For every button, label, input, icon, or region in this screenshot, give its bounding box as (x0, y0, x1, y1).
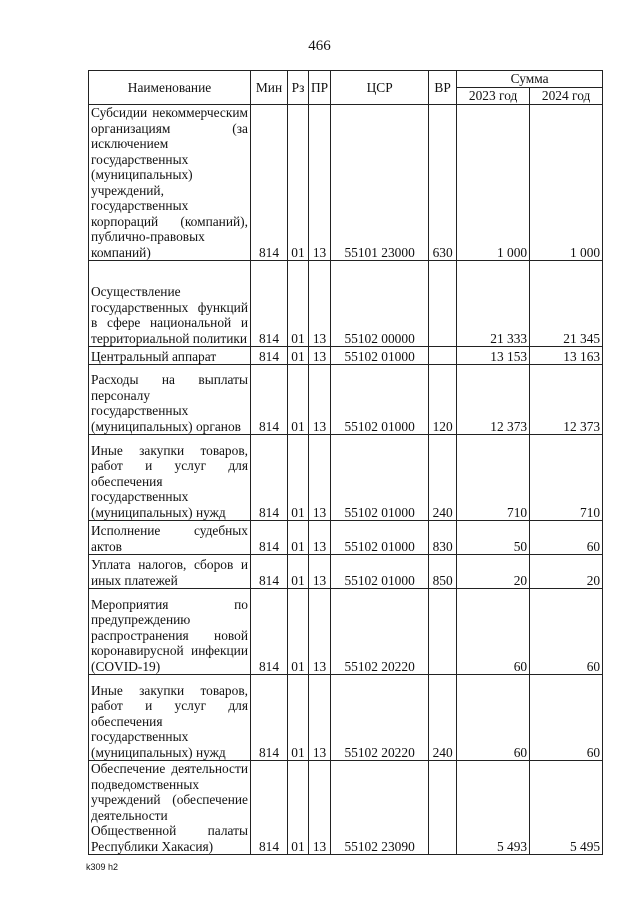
document-code: k309 h2 (86, 862, 119, 872)
row-pr: 13 (309, 435, 331, 521)
table-row (89, 761, 603, 855)
header-year-2023: 2023 год (457, 88, 530, 105)
row-amount-2023: 12 373 (457, 365, 530, 435)
row-name: Расходы на выплаты персоналу государственных (муниципальных) органов (89, 365, 251, 435)
row-amount-2023: 60 (457, 675, 530, 761)
row-csr: 55102 01000 (331, 365, 429, 435)
row-csr: 55102 23090 (331, 761, 429, 855)
row-amount-2023: 60 (457, 589, 530, 675)
table-row (89, 521, 603, 555)
row-rz: 01 (288, 761, 309, 855)
row-rz: 01 (288, 347, 309, 365)
row-min: 814 (251, 347, 288, 365)
row-rz: 01 (288, 435, 309, 521)
row-vr: 830 (429, 521, 457, 555)
row-name: Обеспечение деятельности подведомственных учреждений (обеспечение деятельности Общественной палаты Республики Хакасия) (89, 761, 251, 855)
row-csr: 55102 20220 (331, 675, 429, 761)
header-year-2024: 2024 год (530, 88, 603, 105)
row-name: Исполнение судебных актов (89, 521, 251, 555)
row-csr: 55102 01000 (331, 347, 429, 365)
row-name: Иные закупки товаров, работ и услуг для обеспечения государственных (муниципальных) нужд (89, 435, 251, 521)
row-pr: 13 (309, 105, 331, 261)
row-amount-2023: 1 000 (457, 105, 530, 261)
row-min: 814 (251, 365, 288, 435)
table-header (89, 71, 603, 105)
row-amount-2023: 13 153 (457, 347, 530, 365)
row-rz: 01 (288, 555, 309, 589)
row-vr: 240 (429, 435, 457, 521)
row-vr: 630 (429, 105, 457, 261)
row-name: Субсидии некоммерческим организациям (за исключением государственных (муниципальных) учреждений, государственных корпораций (компаний), публично-правовых компаний) (89, 105, 251, 261)
row-pr: 13 (309, 365, 331, 435)
row-vr: 240 (429, 675, 457, 761)
row-amount-2023: 20 (457, 555, 530, 589)
row-amount-2024: 710 (530, 435, 603, 521)
row-vr (429, 347, 457, 365)
row-vr (429, 761, 457, 855)
table-row (89, 365, 603, 435)
table-row (89, 555, 603, 589)
row-pr: 13 (309, 675, 331, 761)
row-min: 814 (251, 675, 288, 761)
row-min: 814 (251, 435, 288, 521)
row-pr: 13 (309, 347, 331, 365)
header-csr: ЦСР (331, 71, 429, 105)
row-csr: 55101 23000 (331, 105, 429, 261)
row-amount-2023: 710 (457, 435, 530, 521)
header-sum: Сумма (457, 71, 603, 88)
table-row (89, 435, 603, 521)
row-rz: 01 (288, 589, 309, 675)
row-csr: 55102 00000 (331, 261, 429, 347)
row-vr: 850 (429, 555, 457, 589)
row-csr: 55102 01000 (331, 555, 429, 589)
row-name: Центральный аппарат (89, 347, 251, 365)
row-amount-2024: 12 373 (530, 365, 603, 435)
row-pr: 13 (309, 589, 331, 675)
row-amount-2024: 20 (530, 555, 603, 589)
row-min: 814 (251, 261, 288, 347)
row-min: 814 (251, 761, 288, 855)
row-min: 814 (251, 521, 288, 555)
row-csr: 55102 01000 (331, 521, 429, 555)
row-csr: 55102 01000 (331, 435, 429, 521)
row-amount-2024: 1 000 (530, 105, 603, 261)
table-row (89, 105, 603, 261)
row-rz: 01 (288, 675, 309, 761)
row-rz: 01 (288, 365, 309, 435)
row-amount-2023: 50 (457, 521, 530, 555)
table-row (89, 347, 603, 365)
row-min: 814 (251, 589, 288, 675)
row-rz: 01 (288, 521, 309, 555)
row-amount-2024: 21 345 (530, 261, 603, 347)
row-name: Иные закупки товаров, работ и услуг для обеспечения государственных (муниципальных) нужд (89, 675, 251, 761)
row-amount-2024: 60 (530, 675, 603, 761)
row-amount-2024: 60 (530, 589, 603, 675)
row-pr: 13 (309, 761, 331, 855)
row-amount-2023: 5 493 (457, 761, 530, 855)
row-rz: 01 (288, 105, 309, 261)
row-csr: 55102 20220 (331, 589, 429, 675)
row-pr: 13 (309, 261, 331, 347)
table-body (89, 105, 603, 855)
header-name: Наименование (89, 71, 251, 105)
header-pr: ПР (309, 71, 331, 105)
row-name: Уплата налогов, сборов и иных платежей (89, 555, 251, 589)
header-min: Мин (251, 71, 288, 105)
header-vr: ВР (429, 71, 457, 105)
row-min: 814 (251, 105, 288, 261)
row-amount-2024: 13 163 (530, 347, 603, 365)
budget-table (88, 70, 603, 855)
row-pr: 13 (309, 521, 331, 555)
table-row (89, 675, 603, 761)
table-row (89, 589, 603, 675)
row-rz: 01 (288, 261, 309, 347)
page-number: 466 (308, 38, 331, 54)
row-amount-2023: 21 333 (457, 261, 530, 347)
table-row (89, 261, 603, 347)
row-min: 814 (251, 555, 288, 589)
row-name: Мероприятия по предупреждению распространения новой коронавирусной инфекции (COVID-19) (89, 589, 251, 675)
row-vr: 120 (429, 365, 457, 435)
row-amount-2024: 60 (530, 521, 603, 555)
row-amount-2024: 5 495 (530, 761, 603, 855)
row-vr (429, 589, 457, 675)
row-pr: 13 (309, 555, 331, 589)
row-vr (429, 261, 457, 347)
row-name: Осуществление государственных функций в сфере национальной и территориальной политики (89, 261, 251, 347)
header-rz: Рз (288, 71, 309, 105)
